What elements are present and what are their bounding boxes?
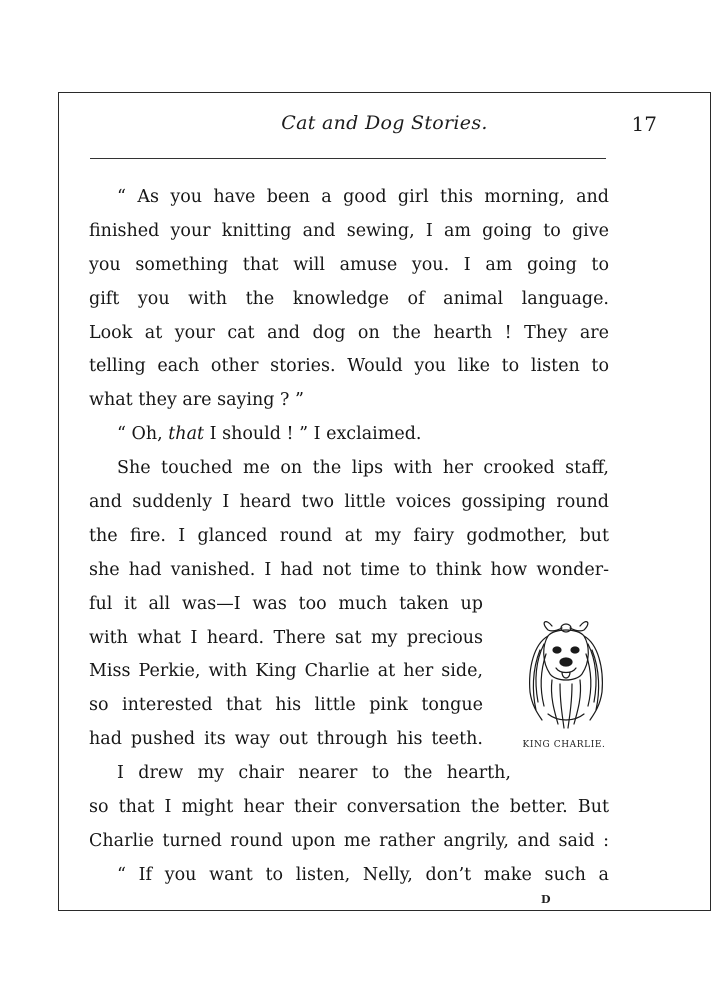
text-line: I drew my chair nearer to the hearth, [117,763,511,784]
page-number: 17 [631,112,657,136]
text-line: She touched me on the lips with her crooked staff, [117,458,609,479]
text-line: ful it all was—I was too much taken up [89,593,483,614]
text-line: she had vanished. I had not time to think how wonder- [89,559,609,580]
text-line: Look at your cat and dog on the hearth ! They are [89,322,609,343]
text-line: “ If you want to listen, Nelly, don’t make such a [117,864,609,885]
running-title: Cat and Dog Stories. [281,112,488,134]
text-line: telling each other stories. Would you like to listen to [89,356,609,377]
illustration-caption: KING CHARLIE. [522,740,606,750]
body-text [89,181,609,893]
text-line: so that I might hear their conversation the better. But [89,797,609,818]
signature-mark: D [541,893,551,906]
exclaim-after: I should ! ” I exclaimed. [204,424,422,445]
text-line: had pushed its way out through his teeth. [89,729,483,750]
text-line: with what I heard. There sat my precious [89,627,483,648]
text-line: and suddenly I heard two little voices gossiping round [89,492,609,513]
text-line: “ As you have been a good girl this morning, and [117,187,609,207]
text-line: the fire. I glanced round at my fairy godmother, but [89,525,609,546]
text-line: you something that will amuse you. I am going to [89,254,609,275]
running-head [58,112,711,142]
text-line: finished your knitting and sewing, I am going to give [89,220,609,241]
text-line: what they are saying ? ” [89,390,304,411]
exclaim-emphasis: that [168,424,205,445]
text-line: gift you with the knowledge of animal language. [89,288,609,309]
spaniel-portrait-icon [518,610,614,734]
text-line: Charlie turned round upon me rather angrily, and said : [89,830,609,851]
text-line: Miss Perkie, with King Charlie at her side, [89,661,483,682]
text-line-exclaim [89,418,609,452]
text-line: so interested that his little pink tongue [89,695,483,716]
exclaim-before: “ Oh, [117,424,169,445]
header-rule [90,158,606,159]
